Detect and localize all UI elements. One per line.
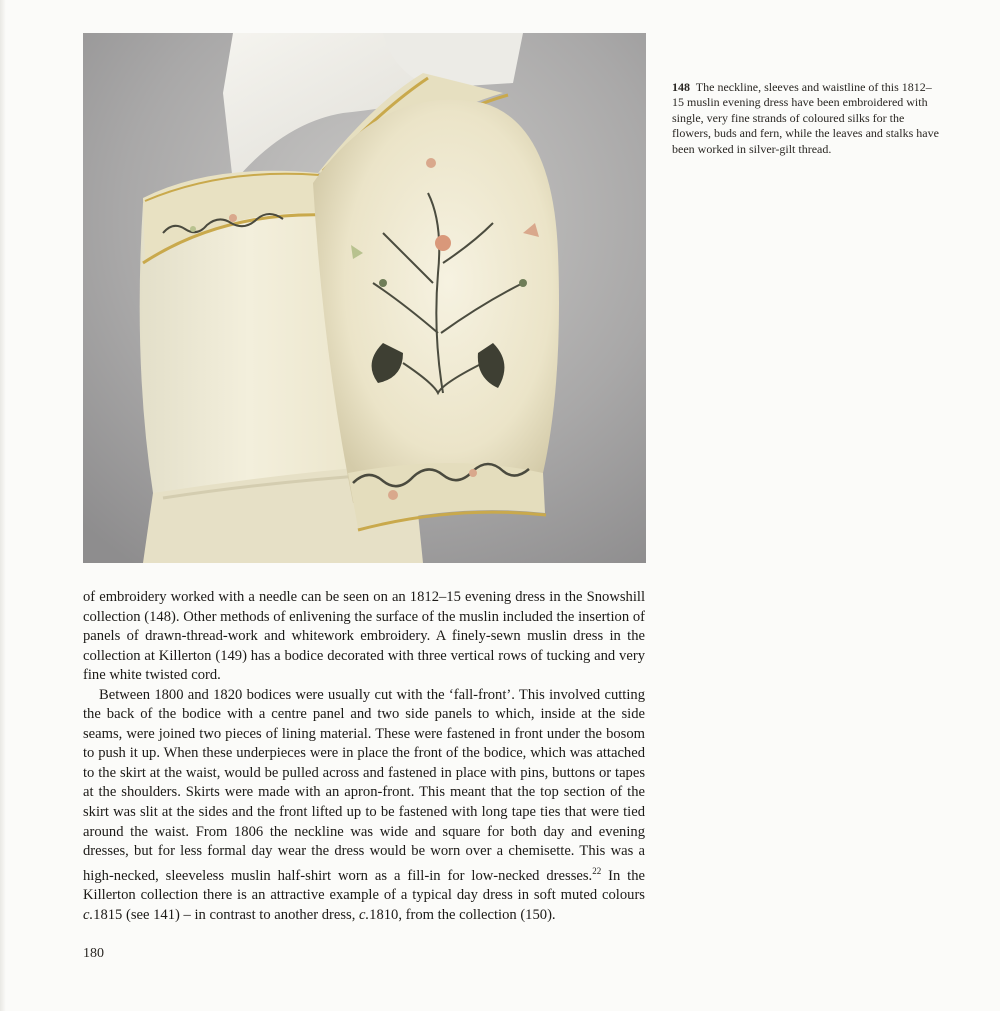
paragraph-2	[83, 686, 645, 925]
paragraph-2-continued: In the Killerton collection there is an attractive example of a typical day dress in soft muted colours	[83, 867, 645, 904]
page-edge-shadow	[0, 0, 6, 1011]
date-ref-2: 1810, from the collection (150).	[369, 906, 556, 923]
circa-abbrev-2: c.	[359, 906, 370, 923]
page-number: 180	[83, 946, 104, 961]
caption-number: 148	[672, 80, 690, 94]
date-ref-1: 1815 (see 141) – in contrast to another dress,	[93, 906, 360, 923]
circa-abbrev-1: c.	[83, 906, 94, 923]
caption-text: The neckline, sleeves and waistline of this 1812–15 muslin evening dress have been embroidered with single, very fine strands of coloured silks for the flowers, buds and fern, while the leaves and stalks have been worked in silver-gilt thread.	[672, 80, 939, 156]
paragraph-2-main: Between 1800 and 1820 bodices were usually cut with the ‘fall-front’. This involved cutting the back of the bodice with a centre panel and two side panels to which, inside at the side seams, were joined two pieces of lining material. These were fastened in front under the bosom to push it up. When these underpieces were in place the front of the bodice, which was attached to the skirt at the waist, would be pulled across and fastened in place with pins, buttons or tapes at the shoulders. Skirts were made with an apron-front. This meant that the top section of the skirt was slit at the sides and the front lifted up to be fastened with long tape ties that were tied around the waist. From 1806 the neckline was wide and square for both day and evening dresses, but for less formal day wear the dress would be worn over a chemisette. This was a high-necked, sleeveless muslin half-shirt worn as a fill-in for low-necked dresses.	[83, 686, 645, 884]
dress-photograph	[83, 33, 646, 563]
dress-illustration	[83, 33, 646, 563]
figure-caption	[672, 80, 942, 157]
paragraph-1: of embroidery worked with a needle can be seen on an 1812–15 evening dress in the Snowshill collection (148). Other methods of enlivening the surface of the muslin included the insertion of panels of drawn-thread-work and whitework embroidery. A finely-sewn muslin dress in the collection at Killerton (149) has a bodice decorated with three vertical rows of tucking and very fine white twisted cord.	[83, 589, 645, 684]
footnote-reference: 22	[592, 865, 602, 876]
body-text	[83, 588, 645, 925]
